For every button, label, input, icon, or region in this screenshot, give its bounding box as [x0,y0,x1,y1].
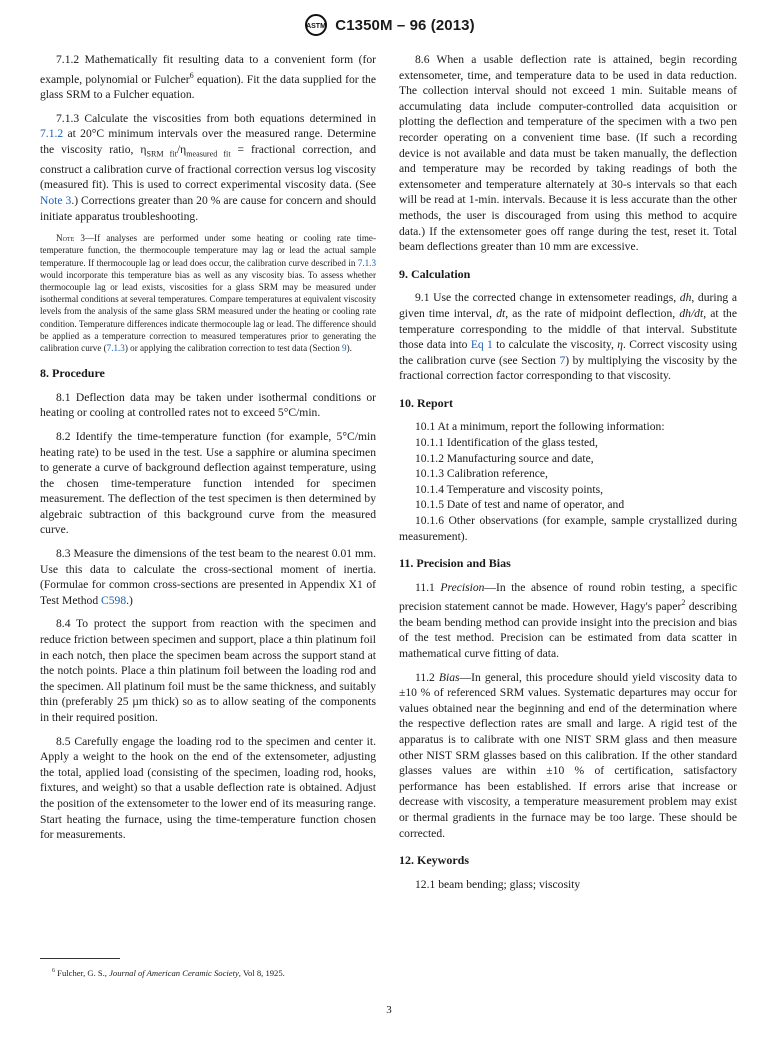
footnote-6: $^6$ Fulcher, G. S., Journal of American Ceramic Society, Vol 8, 1925. [52,967,285,978]
paragraph-8-4: 8.4 To protect the support from reaction with the specimen and reduce friction between specimen and support, place a thin platinum foil in each notch, then place the specimen beam across the support stand at the notch points. Place a thin platinum foil between the loading rod and the specimen. All platinum foil must be the same thickness, and suitably thin (preferably 25 µm thick) so as to allow seating of the components in their required position. [40,617,376,725]
report-list [399,419,737,544]
page-header [0,12,778,38]
note-3: Note 3—If analyses are performed under some heating or cooling rate time-temperature function, the thermocouple temperature may lag or lead the actual sample temperature. If thermocouple lag or lead does occur, the calibration curve described in 7.1.3 would incorporate this temperature bias as well as any viscosity bias. To assess whether thermocouple lag or lead exists, viscosities for a glass SRM may be measured under isothermal conditions at several temperatures. Compare temperatures at equivalent viscosity levels from the analysis of the same glass SRM measured under the heating or cooling rate condition. Temperature differences indicate thermocouple lag or lead. The difference should be applied as a temperature correction to measured temperatures prior to generating the calibration curve (7.1.3) or applying the calibration correction to test data (Section 9). [40,233,376,353]
link-note-3[interactable]: Note 3 [40,193,72,207]
heading-report: 10. Report [399,395,453,410]
paragraph-7-1-3: 7.1.3 Calculate the viscosities from both equations determined in 7.1.2 at 20°C minimum intervals over the measured range. Determine the viscosity ratio, $\eta_{SRM fit}/\eta_{measured fit}$ = fractional correction, and construct a calibration curve of fractional correction versus log viscosity (measured fit). This is used to correct experimental viscosity data. (See Note 3.) Corrections greater than 20 % are cause for concern and should initiate apparatus troubleshooting. [40,111,377,223]
link-c598[interactable]: C598 [101,593,127,607]
list-item: 10.1.6 Other observations (for example, sample crystallized during measurement). [399,514,737,543]
left-column [40,52,376,851]
paragraph-11-1: 11.1 Precision—In the absence of round robin testing, a specific precision statement cannot be made. However, Hagy's paper$^2$ describing the beam bending method can provide insight into the precision and bias of the test method. Precision can be estimated from data scatter in mathematical curve fitting of data. [399,580,737,661]
paragraph-8-2: 8.2 Identify the time-temperature function (for example, 5°C/min heating rate) to be used in the test. Use a sapphire or alumina specimen to generate a curve of background deflection against temperature, using the chosen time-temperature function intended for specimen measurement. The deflection of the test specimen is then determined by algebraic subtraction of this background curve from the measured curve. [40,429,376,537]
heading-calculation: 9. Calculation [399,266,471,281]
link-7-1-2[interactable]: 7.1.2 [40,127,64,141]
document-designation: C1350M – 96 (2013) [335,16,475,34]
paragraph-8-5: 8.5 Carefully engage the loading rod to the specimen and center it. Apply a weight to the hook on the end of the extensometer, adjusting the total, applied load (consisting of the specimen, loading rod, hooks, fixtures, and weight) so that a usable deflection rate is obtained. Adjust the position of the extensometer to the lower end of its measuring range. Start heating the furnace, using the time-temperature function chosen for measurements. [40,734,376,842]
heading-keywords: 12. Keywords [399,853,469,868]
astm-logo-icon [303,14,329,36]
link-section-9[interactable]: 9 [342,342,347,353]
list-item: 10.1.3 Calibration reference, [415,467,548,481]
paragraph-11-2: 11.2 Bias—In general, this procedure should yield viscosity data to ±10 % of referenced SRM values. Systematic departures may occur for values obtained near the beginning and end of the determination where the respective deflection rates are small and large. A rigid test of the apparatus is to calibrate with one NIST SRM glass and then measure other NIST SRM glasses based on this calibration. If the other standard glasses values are within ±10 % of certification, satisfactory performance has been established. If errors arise that increase or decrease with viscosity, a temperature measurement problem may exist or thermal gradients in the furnace may be too large. These should be corrected. [399,670,737,840]
paragraph-8-3: 8.3 Measure the dimensions of the test beam to the nearest 0.01 mm. Use this data to calculate the cross-sectional moment of inertia. (Formulae for common cross-sections are presented in Appendix X1 of Test Method C598.) [40,547,376,607]
link-section-7[interactable]: 7 [559,353,566,367]
list-item: 10.1.4 Temperature and viscosity points, [415,482,603,496]
heading-precision-bias: 11. Precision and Bias [399,556,511,571]
page-number: 3 [386,1004,392,1016]
link-7-1-3-b[interactable]: 7.1.3 [106,342,125,353]
list-item: 10.1.2 Manufacturing source and date, [415,451,594,465]
svg-text:ASTM: ASTM [306,23,327,30]
link-eq-1[interactable]: Eq 1 [470,338,493,352]
paragraph-7-1-2: 7.1.2 Mathematically fit resulting data to a convenient form (for example, polynomial or Fulcher$^6$ equation). Fit the data supplied for the glass SRM to a Fulcher equation. [40,53,377,102]
footnote-rule [40,958,120,959]
list-item: 10.1 At a minimum, report the following information: [415,420,665,434]
heading-procedure: 8. Procedure [40,366,105,381]
paragraph-8-1: 8.1 Deflection data may be taken under isothermal conditions or heating or cooling at controlled rates not to exceed 5°C/min. [40,390,376,420]
paragraph-8-6: 8.6 When a usable deflection rate is attained, begin recording extensometer, time, and temperature data to be used in data reduction. The collection interval should not exceed 1 min. Suitable means of accumulating data include computer-controlled data acquisition or plotting the deflection and temperature of the specimen with a two pen recorder operating on a convenient time base. (If such a recording device is not available and data must be taken manually, the deflection and temperature may be recorded by taking readings of both the extensometer and temperature alternately at 30-s intervals so that each will be read at 1-min. intervals. Because it is less accurate than the other methods, the user is discouraged from using this method to acquire data.) If the extensometer goes off range during the test, reset it. Total beam deflections greater than 10 mm are excessive. [399,53,737,254]
link-7-1-3[interactable]: 7.1.3 [357,257,376,268]
paragraph-12-1: 12.1 beam bending; glass; viscosity [415,877,581,891]
list-item: 10.1.5 Date of test and name of operator, and [415,498,625,512]
paragraph-9-1: 9.1 Use the corrected change in extensometer readings, dh, during a given time interval, dt, as the rate of midpoint deflection, dh/dt, at the temperature corresponding to the middle of that interval. Substitute those data into Eq 1 to calculate the viscosity, η. Correct viscosity using the calibration curve (see Section 7) by multiplying the viscosity by the fractional correction factor corresponding to that viscosity. [399,291,738,383]
right-column [399,52,737,900]
list-item: 10.1.1 Identification of the glass tested, [415,436,598,450]
